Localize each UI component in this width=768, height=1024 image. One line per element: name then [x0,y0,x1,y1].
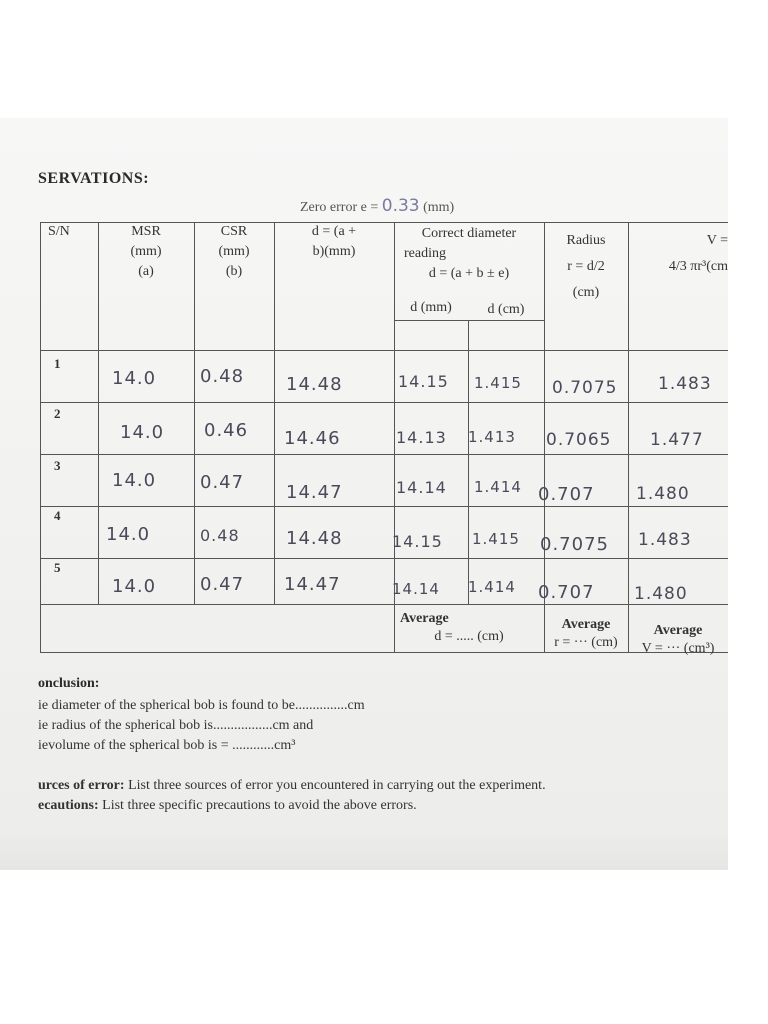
cell-csr: 0.48 [200,366,245,387]
cell-msr: 14.0 [112,368,157,389]
header-sn: S/N [48,224,70,239]
precautions-label: ecautions: [38,798,99,813]
zero-error-value: 0.33 [381,196,420,216]
header-msr: MSR (mm) (a) [130,224,162,279]
header-bottom-line [40,350,728,351]
cell-csr: 0.48 [200,526,240,545]
col-line [274,222,275,604]
cell-d: 14.46 [284,428,341,449]
cell-d-mm: 14.15 [392,532,443,551]
table-border-bottom [40,652,728,653]
cell-d-mm: 14.14 [396,478,447,497]
cell-radius: 0.7075 [540,534,609,555]
row-sn: 3 [54,458,61,473]
cell-d-cm: 1.414 [474,478,522,496]
cell-d-mm: 14.13 [396,428,447,447]
cell-csr: 0.47 [200,574,245,595]
cell-volume: 1.477 [650,430,704,450]
cell-d-mm: 14.15 [398,372,449,391]
cell-volume: 1.480 [636,484,690,504]
cell-volume: 1.483 [658,374,712,394]
col-line [40,222,41,652]
cell-d-cm: 1.415 [472,530,520,548]
cell-msr: 14.0 [112,470,157,491]
cell-d: 14.48 [286,374,343,395]
average-volume: Average V = ··· (cm³) [641,623,715,656]
cell-d: 14.47 [284,574,341,595]
cell-msr: 14.0 [106,524,151,545]
col-line [468,320,469,604]
cell-d-cm: 1.415 [474,374,522,392]
row-line [40,604,728,605]
conclusion-title: onclusion: [38,676,100,691]
header-csr: CSR (mm) (b) [218,224,250,279]
conclusion-line-volume: ievolume of the spherical bob is = ............cm³ [38,738,296,753]
cell-d-cm: 1.413 [468,428,516,446]
section-heading: SERVATIONS: [38,170,150,187]
cell-msr: 14.0 [112,576,157,597]
average-radius: Average r = ··· (cm) [554,617,618,650]
header-d: d = (a + b)(mm) [311,224,357,259]
cell-d-mm: 14.14 [392,580,440,598]
row-sn: 1 [54,356,61,371]
zero-error-unit: (mm) [419,200,455,215]
cell-radius: 0.707 [538,582,595,603]
row-line [40,506,728,507]
cell-msr: 14.0 [120,422,165,443]
conclusion-line-diameter: ie diameter of the spherical bob is found to be...............cm [38,698,365,713]
sources-label: urces of error: [38,778,125,793]
col-line [628,222,629,652]
conclusion-line-radius: ie radius of the spherical bob is.................cm and [38,718,314,733]
cell-volume: 1.483 [638,530,692,550]
row-line [40,454,728,455]
cell-csr: 0.47 [200,472,245,493]
header-d-mm: d (mm) [410,300,452,315]
header-correct-reading: Correct diameter reading d = (a + b ± e) [404,226,517,281]
precautions [38,798,417,814]
cell-radius: 0.7075 [552,378,618,398]
cell-radius: 0.7065 [546,430,612,450]
zero-error-line [300,196,454,216]
sources-text: List three sources of error you encountered in carrying out the experiment. [124,778,546,793]
row-sn: 4 [54,508,61,523]
row-line [40,402,728,403]
average-diameter: Average d = ..... (cm) [400,611,504,644]
cell-d: 14.48 [286,528,343,549]
observations-table [40,222,728,656]
cell-radius: 0.707 [538,484,595,505]
row-line [40,558,728,559]
header-d-cm: d (cm) [487,302,525,317]
cell-d-cm: 1.414 [468,578,516,596]
header-radius: Radius r = d/2 (cm) [566,233,606,300]
zero-error-label: Zero error e = [300,200,382,215]
subheader-line [394,320,544,321]
cell-volume: 1.480 [634,584,688,604]
row-sn: 5 [54,560,61,575]
row-sn: 2 [54,406,61,421]
header-volume: V = 4/3 πr³(cm [668,233,728,274]
precautions-text: List three specific precautions to avoid the above errors. [98,798,417,813]
sources-of-error [38,778,546,794]
cell-d: 14.47 [286,482,343,503]
cell-csr: 0.46 [204,420,249,441]
